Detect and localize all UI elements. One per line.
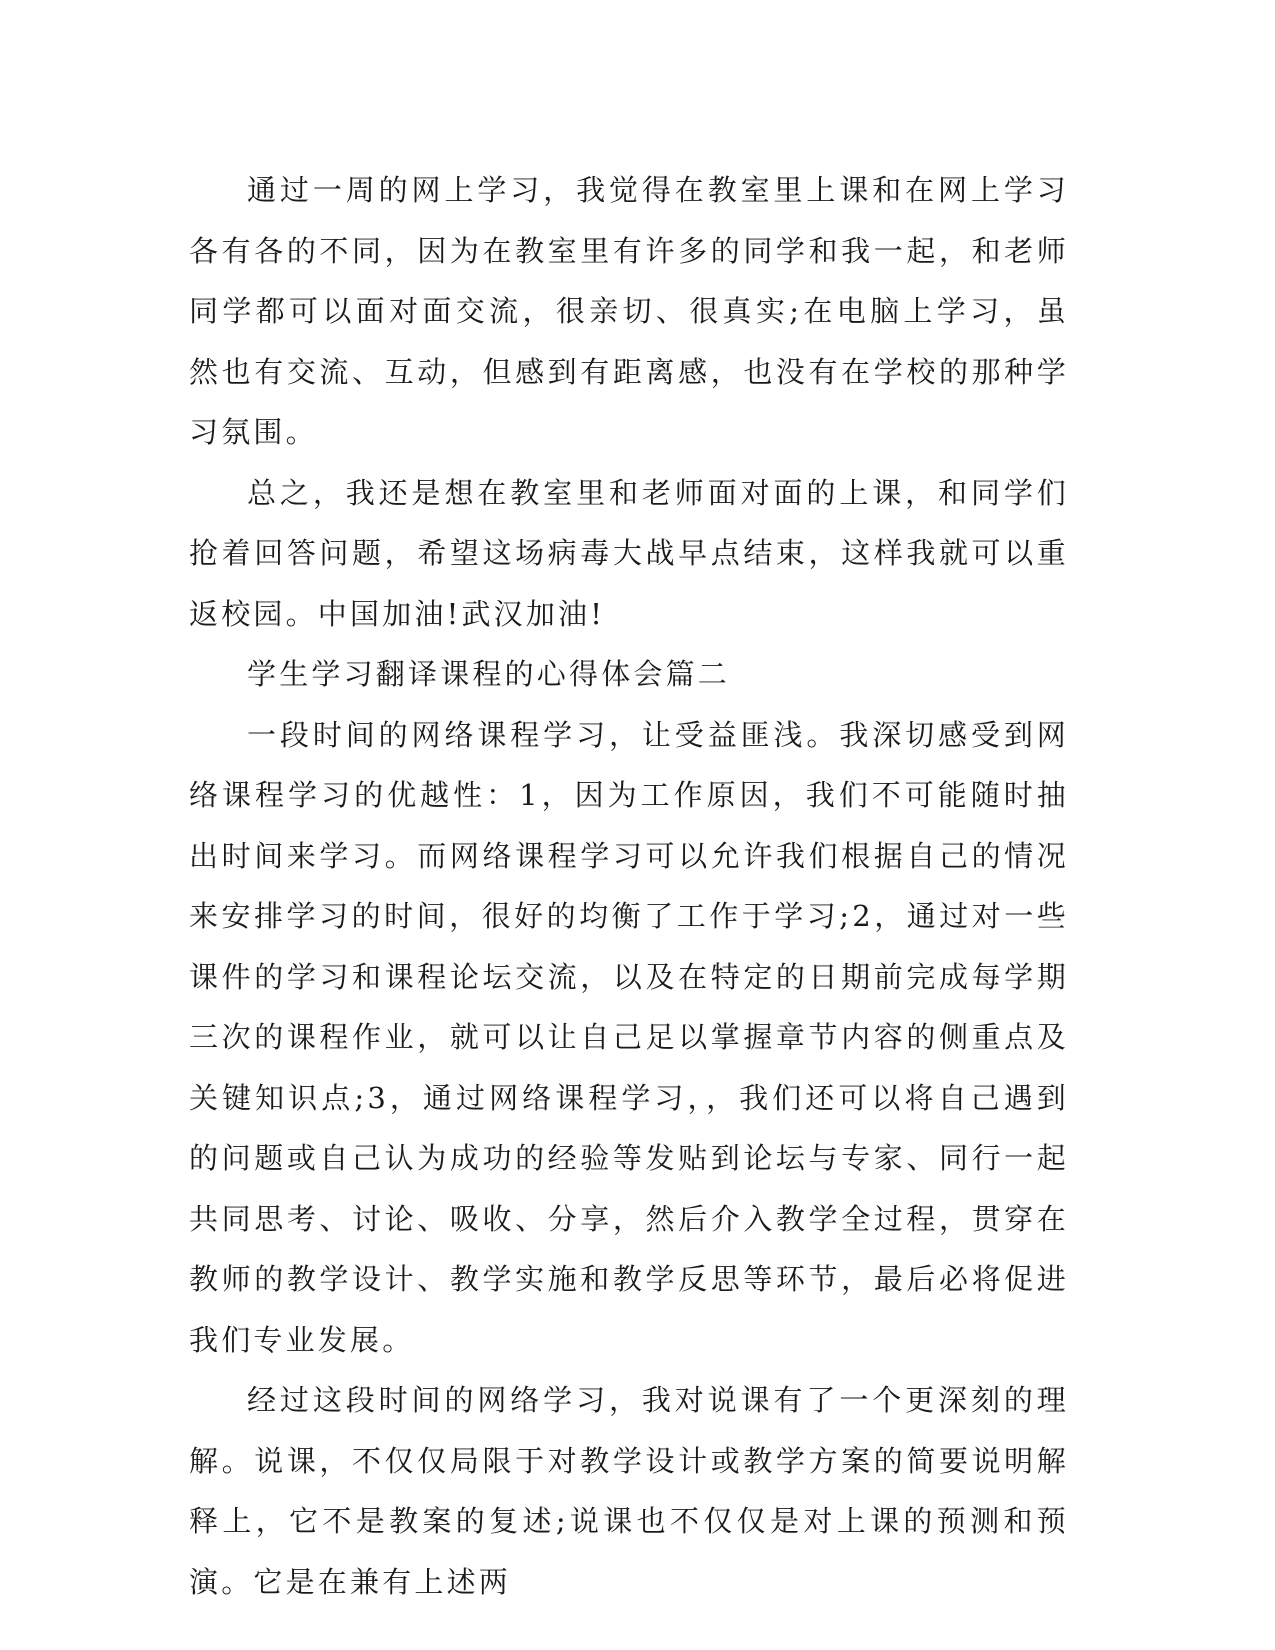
paragraph-online-learning: 通过一周的网上学习，我觉得在教室里上课和在网上学习各有各的不同，因为在教室里有许多的同学和我一起，和老师同学都可以面对面交流，很亲切、很真实;在电脑上学习，虽然也有交流、互动，但感到有距离感，也没有在学校的那种学习氛围。 [189,173,1069,449]
document-body [189,160,1069,1612]
paragraph-network-course: 一段时间的网络课程学习，让受益匪浅。我深切感受到网络课程学习的优越性：1，因为工作原因，我们不可能随时抽出时间来学习。而网络课程学习可以允许我们根据自己的情况来安排学习的时间，很好的均衡了工作于学习;2，通过对一些课件的学习和课程论坛交流，以及在特定的日期前完成每学期三次的课程作业，就可以让自己足以掌握章节内容的侧重点及关键知识点;3，通过网络课程学习，，我们还可以将自己遇到的问题或自己认为成功的经验等发贴到论坛与专家、同行一起共同思考、讨论、吸收、分享，然后介入教学全过程，贯穿在教师的教学设计、教学实施和教学反思等环节，最后必将促进我们专业发展。 [189,717,1069,1357]
section-heading: 学生学习翻译课程的心得体会篇二 [247,657,731,691]
paragraph-summary: 总之，我还是想在教室里和老师面对面的上课，和同学们抢着回答问题，希望这场病毒大战早点结束，这样我就可以重返校园。中国加油!武汉加油! [189,475,1069,631]
paragraph-lesson-talk: 经过这段时间的网络学习，我对说课有了一个更深刻的理解。说课，不仅仅局限于对教学设计或教学方案的简要说明解释上，它不是教案的复述;说课也不仅仅是对上课的预测和预演。它是在兼有上述两 [189,1383,1069,1599]
